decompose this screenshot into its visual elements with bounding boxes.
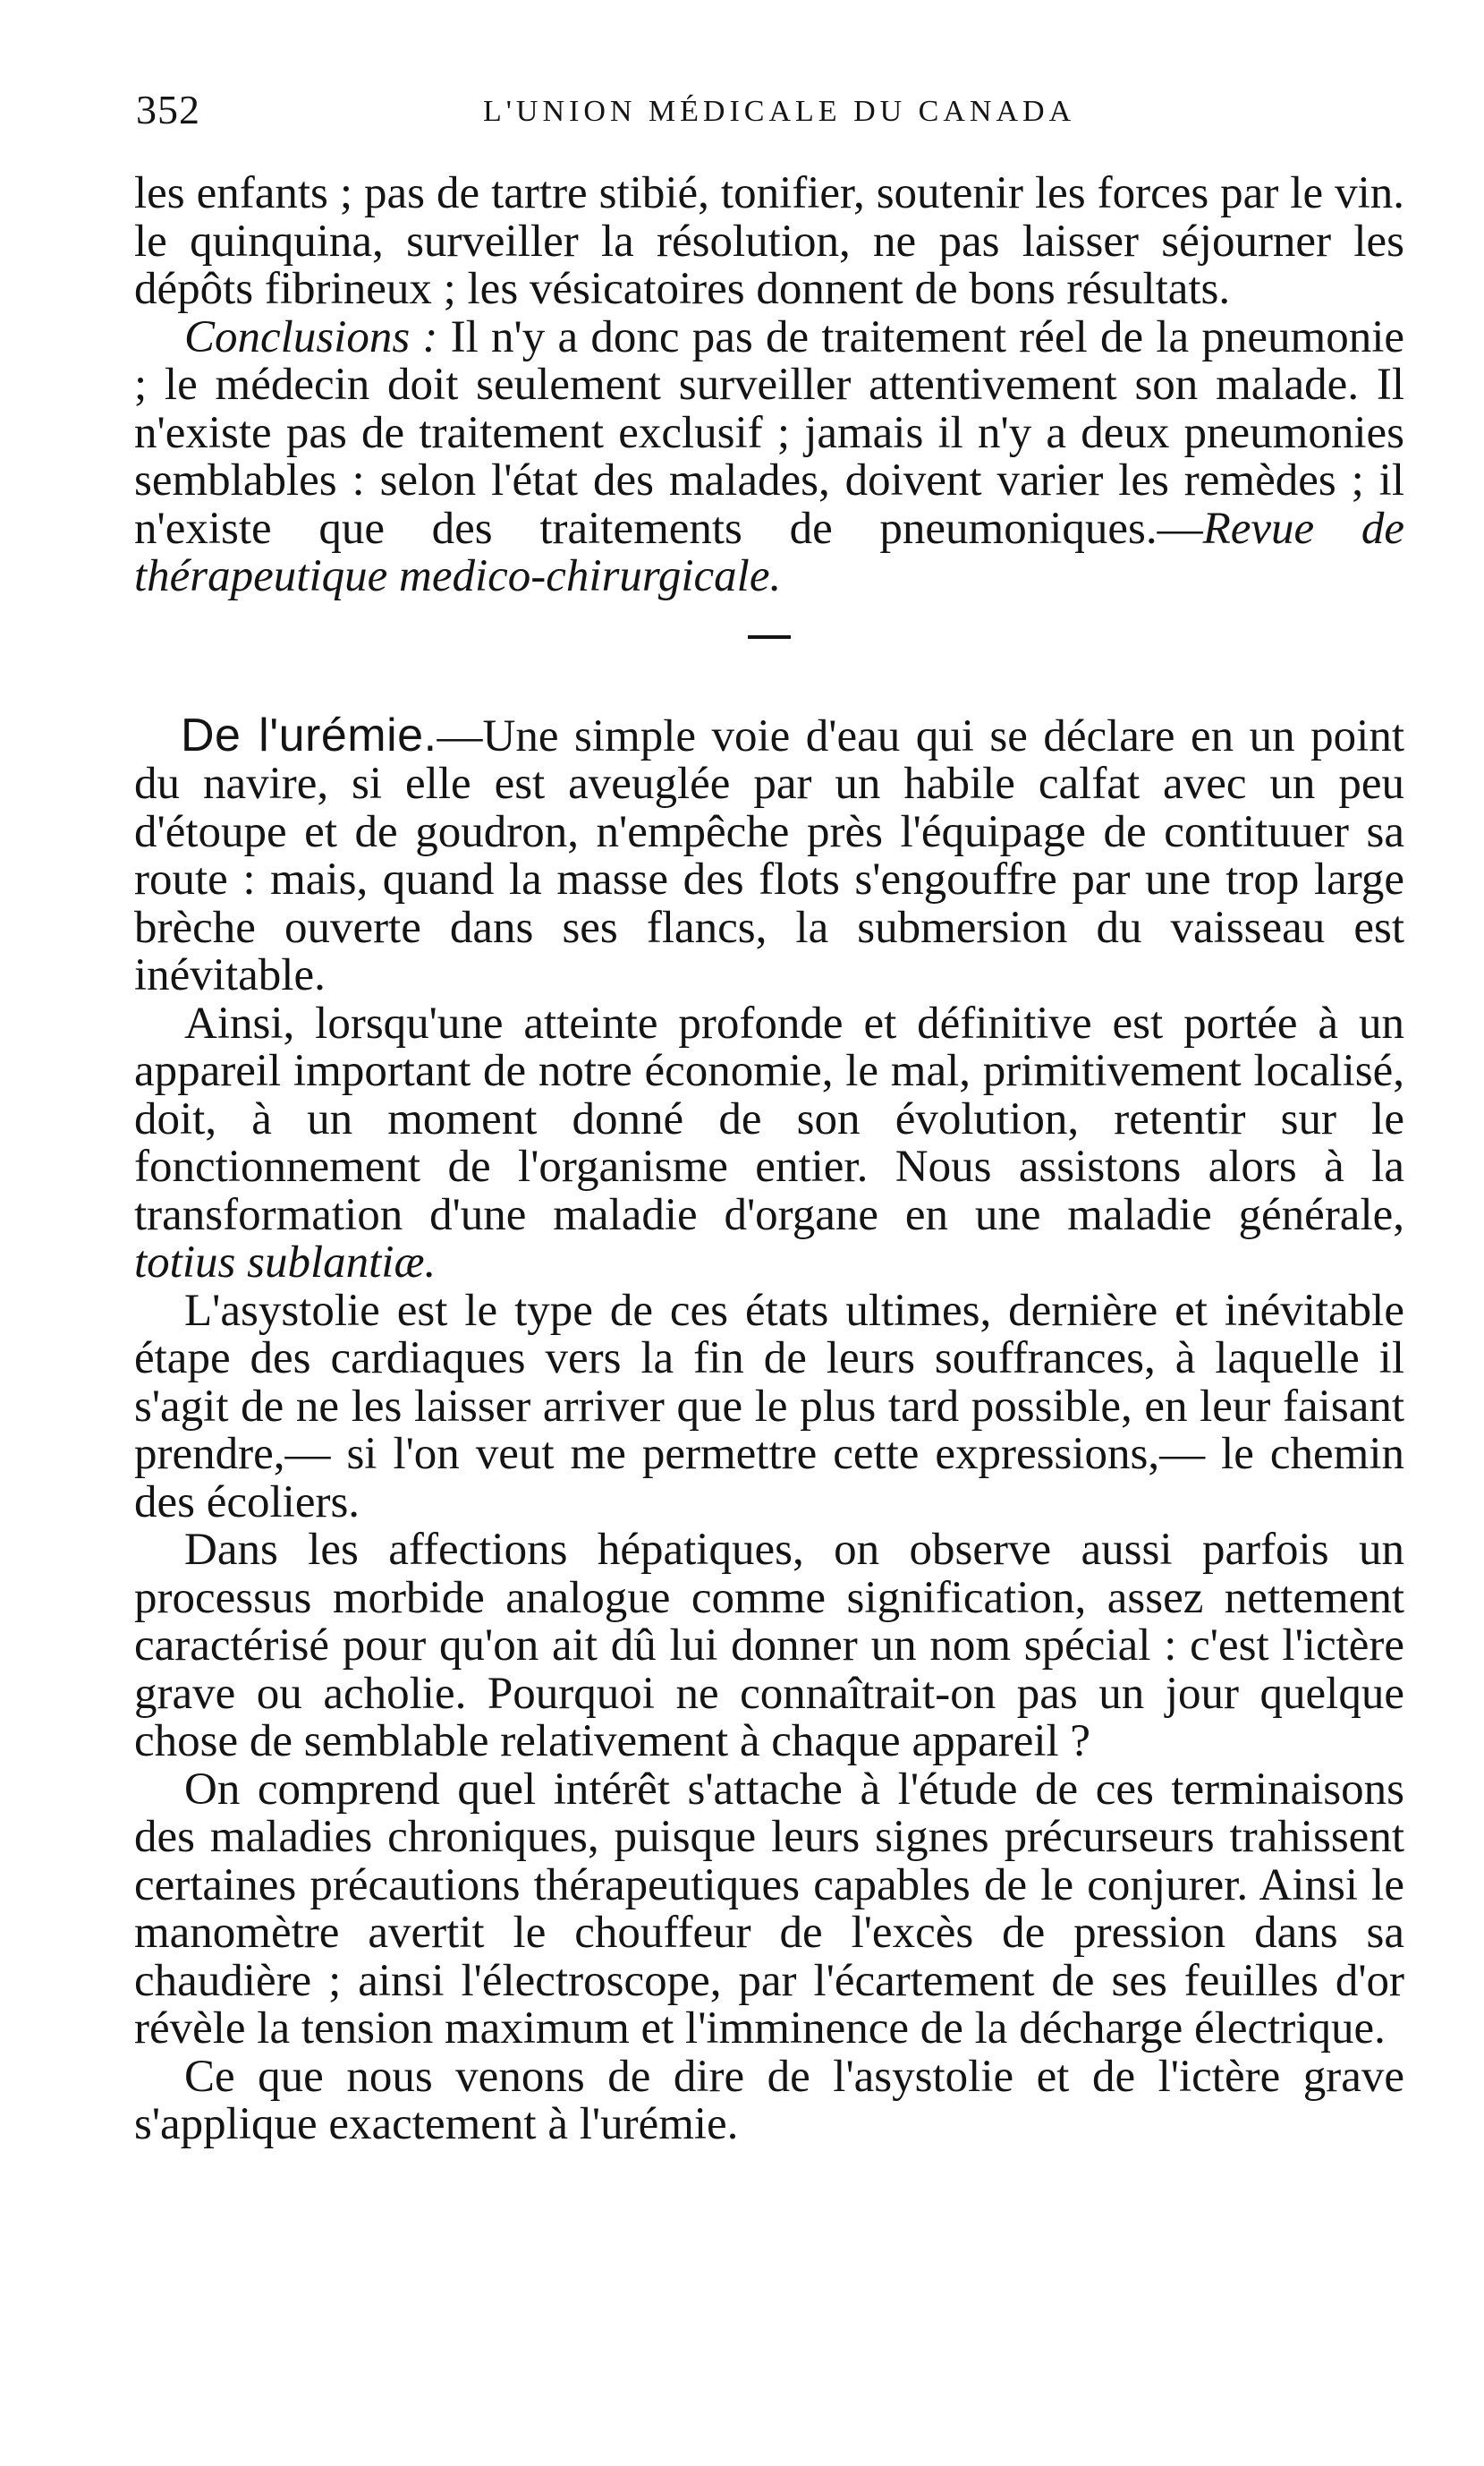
conclusions-text: Il n'y a donc pas de traitement réel de la pneumonie ; le médecin doit seulement surveiller attentivement son malade. Il n'existe pas de traitement exclusif ; jamais il n'y a deux pneumonies semblables : selon l'état des malades, doivent varier les remèdes ; il n'existe que des traitements de pneumoniques.— (134, 311, 1405, 554)
previous-article-ending (134, 170, 1404, 601)
article-opening-paragraph (134, 709, 1404, 1000)
paragraph: les enfants ; pas de tartre stibié, tonifier, soutenir les forces par le vin. le quinquina, surveiller la résolution, ne pas laisser séjourner les dépôts fibrineux ; les vésicatoires donnent de bons résultats. (134, 168, 1404, 314)
paragraph (134, 1000, 1404, 1288)
paragraph-text: —Une simple voie d'eau qui se déclare en un point du navire, si elle est aveuglée par un habile calfat avec un peu d'étoupe et de goudron, n'empêche près l'équipage de contituuer sa route : mais, quand la masse des flots s'engouffre par une trop large brèche ouverte dans ses flancs, la submersion du vaisseau est inévitable. (134, 710, 1404, 1000)
page-number: 352 (136, 87, 200, 132)
paragraph-text: Ainsi, lorsqu'une atteinte profonde et définitive est portée à un appareil important de notre économie, le mal, primitivement localisé, doit, à un moment donné de son évolution, retentir sur le fonctionnement de l'organisme entier. Nous assistons alors à la transformation d'une maladie d'organe en une maladie générale, (134, 998, 1404, 1240)
conclusions-paragraph (134, 311, 1405, 601)
paragraph: L'asystolie est le type de ces états ultimes, dernière et inévitable étape des cardiaques vers la fin de leurs souffrances, à laquelle il s'agit de ne les laisser arriver que le plus tard possible, en leur faisant prendre,— si l'on veut me permettre cette expressions,— le chemin des écoliers. (134, 1285, 1404, 1527)
source-citation: Revue de thérapeutique medico-chirurgicale. (134, 503, 1405, 601)
paragraph: On comprend quel intérêt s'attache à l'étude de ces terminaisons des maladies chroniques, puisque leurs signes précurseurs trahissent certaines précautions thérapeutiques capables de le conjurer. Ainsi le manomètre avertit le chouffeur de l'excès de pression dans sa chaudière ; ainsi l'électroscope, par l'écartement de ses feuilles d'or révèle la tension maximum et l'imminence de la décharge électrique. (134, 1764, 1404, 2054)
journal-title: L'UNION MÉDICALE DU CANADA (483, 95, 1076, 128)
conclusions-label: Conclusions : (184, 311, 438, 362)
latin-phrase: totius sublantiæ. (134, 1237, 437, 1288)
article-uremie (134, 709, 1404, 2149)
paragraph: Dans les affections hépatiques, on observe aussi parfois un processus morbide analogue comme signification, assez nettement caractérisé pour qu'on ait dû lui donner un nom spécial : c'est l'ictère grave ou acholie. Pourquoi ne connaîtrait-on pas un jour quelque chose de semblable relativement à chaque appareil ? (134, 1525, 1404, 1766)
running-head (134, 82, 1404, 154)
article-title: De l'urémie. (181, 709, 437, 761)
section-divider (748, 635, 791, 639)
journal-page (134, 82, 1404, 2149)
paragraph: Ce que nous venons de dire de l'asystolie et de l'ictère grave s'applique exactement à l'urémie. (134, 2051, 1404, 2149)
